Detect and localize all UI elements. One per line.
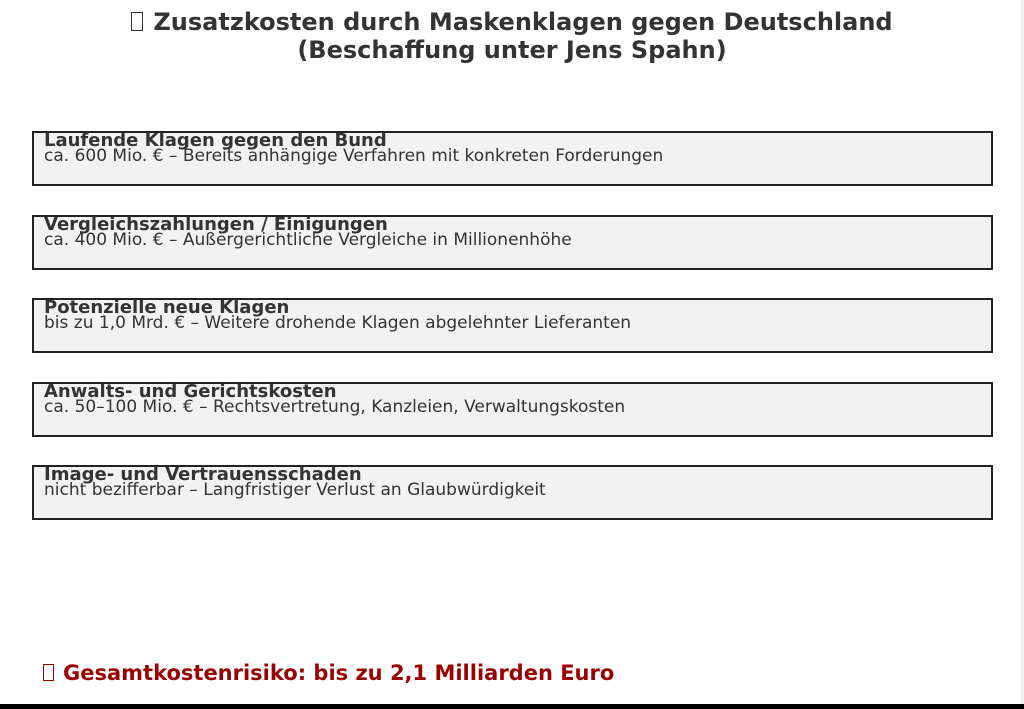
total-cost-risk [43, 660, 614, 686]
placeholder-glyph-icon [43, 664, 54, 681]
cost-item-description: ca. 600 Mio. € – Bereits anhängige Verfahren mit konkreten Forderungen [44, 146, 664, 166]
cost-item-box [32, 465, 993, 520]
cost-item-heading: Potenzielle neue Klagen [44, 297, 290, 318]
placeholder-glyph-icon [131, 12, 143, 31]
title-line-2: (Beschaffung unter Jens Spahn) [297, 36, 727, 64]
cost-item-box [32, 382, 993, 437]
page-title [0, 8, 1024, 64]
bottom-border [0, 704, 1024, 709]
cost-item-heading: Laufende Klagen gegen den Bund [44, 130, 387, 151]
cost-item-description: nicht bezifferbar – Langfristiger Verlust an Glaubwürdigkeit [44, 480, 546, 500]
cost-item-heading: Image- und Vertrauensschaden [44, 464, 362, 485]
cost-item-description: ca. 50–100 Mio. € – Rechtsvertretung, Kanzleien, Verwaltungskosten [44, 397, 626, 417]
cost-item-heading: Anwalts- und Gerichtskosten [44, 381, 337, 402]
cost-item-box [32, 298, 993, 353]
cost-item-box [32, 131, 993, 186]
cost-item-description: bis zu 1,0 Mrd. € – Weitere drohende Klagen abgelehnter Lieferanten [44, 313, 632, 333]
total-cost-label: Gesamtkostenrisiko: bis zu 2,1 Milliarden Euro [63, 661, 615, 685]
cost-item-description: ca. 400 Mio. € – Außergerichtliche Vergleiche in Millionenhöhe [44, 230, 572, 250]
cost-item-box [32, 215, 993, 270]
title-line-1 [0, 8, 1024, 36]
cost-item-heading: Vergleichszahlungen / Einigungen [44, 214, 388, 235]
title-text-1: Zusatzkosten durch Maskenklagen gegen Deutschland [153, 8, 893, 36]
